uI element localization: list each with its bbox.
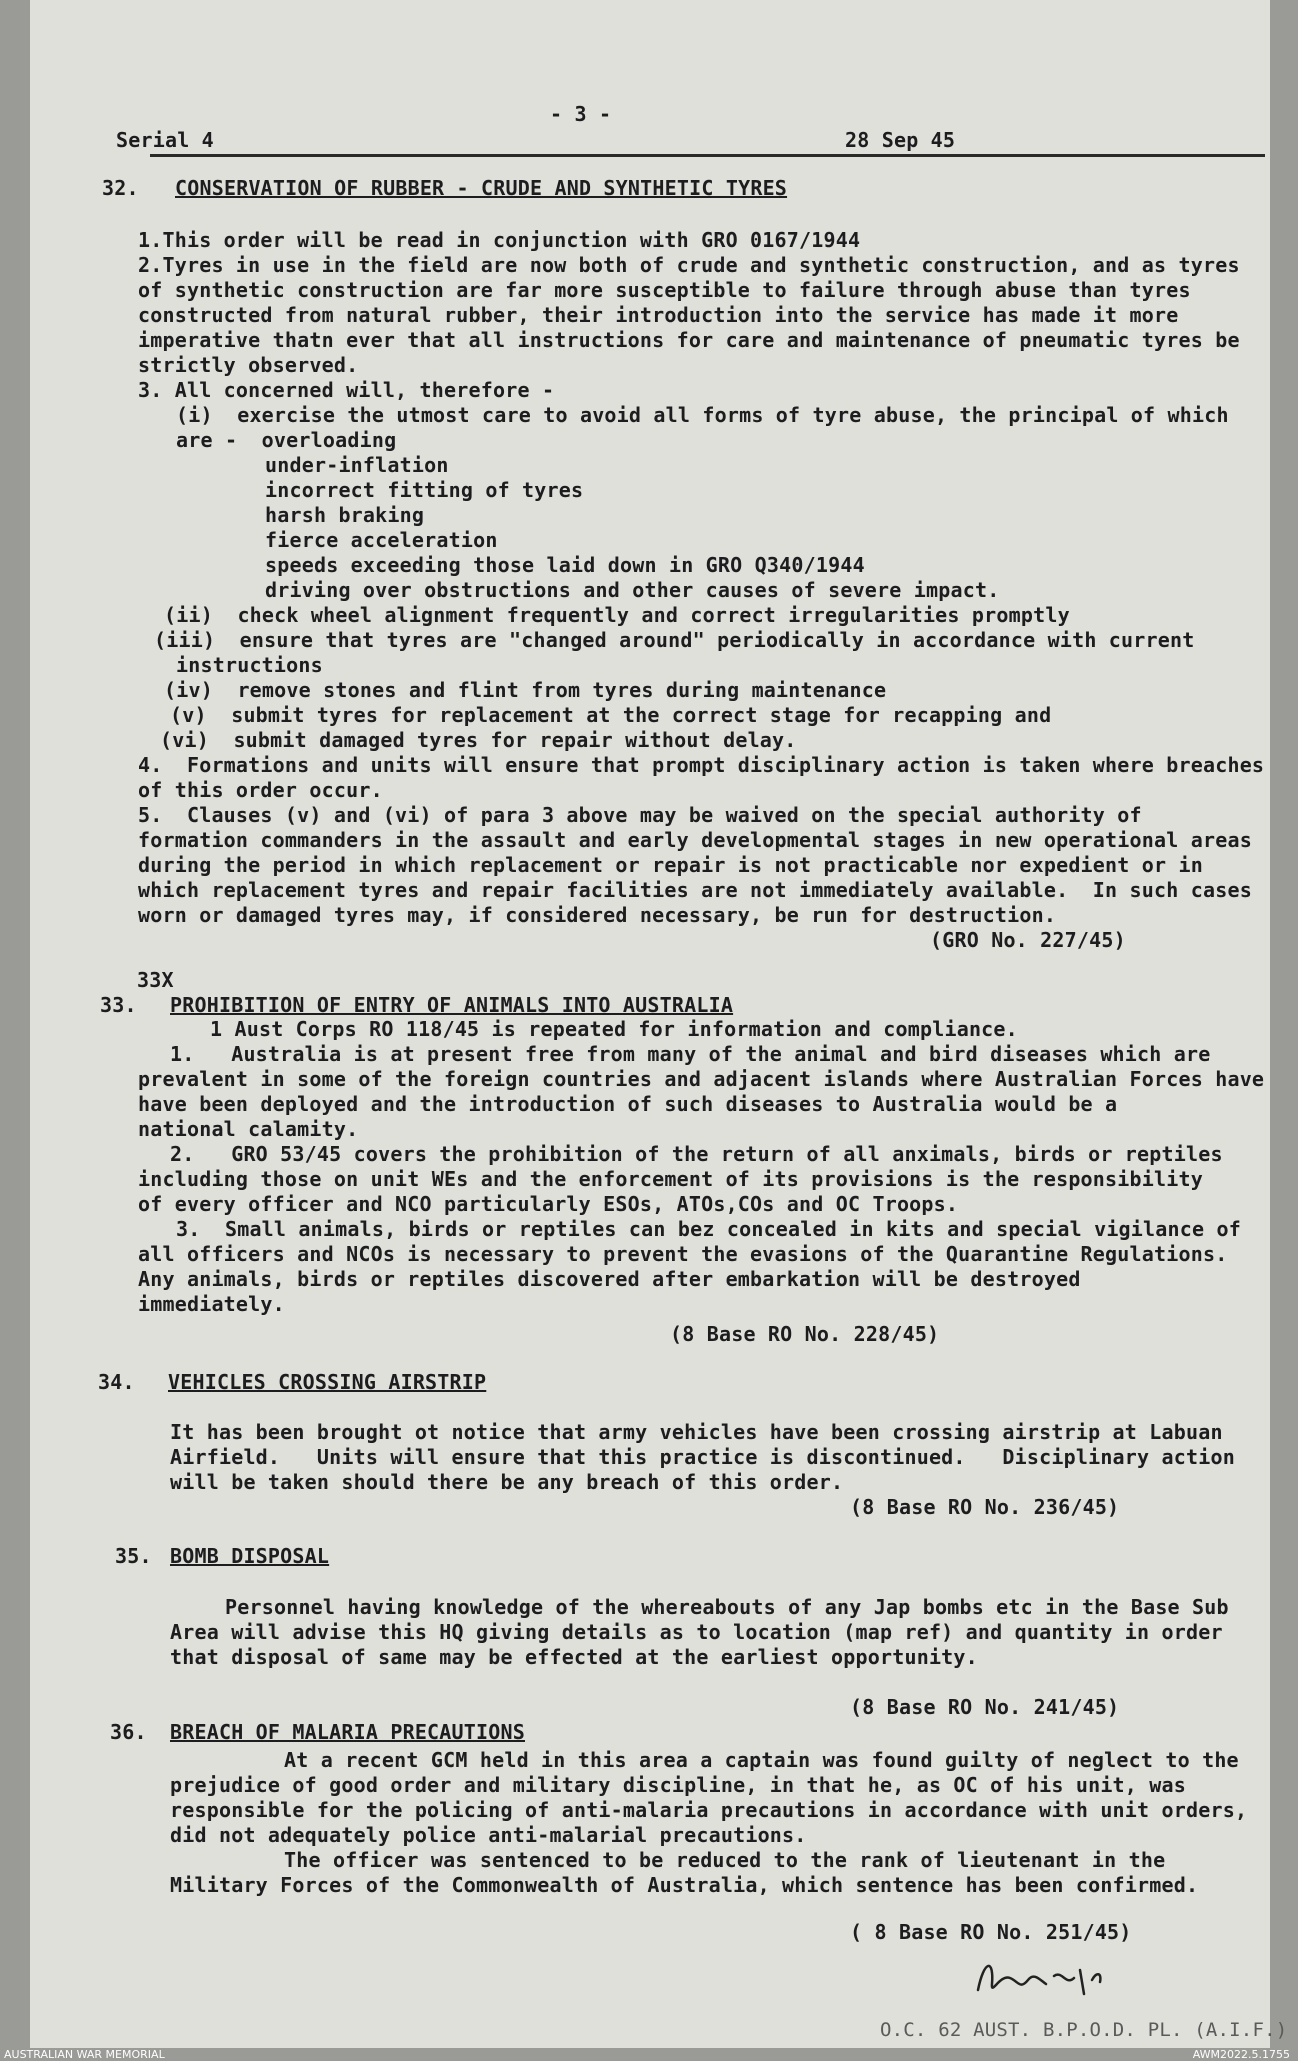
body-line: did not adequately police anti-malarial precautions.	[170, 1823, 807, 1847]
document-date: 28 Sep 45	[845, 128, 956, 152]
body-line: It has been brought ot notice that army vehicles have been crossing airstrip at Labuan	[170, 1420, 1223, 1444]
body-line: Area will advise this HQ giving details as to location (map ref) and quantity in order	[170, 1620, 1223, 1644]
body-line: during the period in which replacement or repair is not practicable nor expedient or in	[138, 853, 1203, 877]
section-title: CONSERVATION OF RUBBER - CRUDE AND SYNTHETIC TYRES	[175, 176, 788, 200]
body-line: which replacement tyres and repair facilities are not immediately available. In such cases	[138, 878, 1252, 902]
section-number: 36.	[110, 1720, 147, 1744]
body-line: of synthetic construction are far more susceptible to failure through abuse than tyres	[138, 278, 1191, 302]
archive-reference: AWM2022.5.1755	[1192, 2048, 1290, 2061]
document-page	[30, 0, 1288, 2048]
handwritten-signature	[970, 1950, 1140, 2010]
body-line: worn or damaged tyres may, if considered necessary, be run for destruction.	[138, 903, 1057, 927]
body-line: 4. Formations and units will ensure that prompt disciplinary action is taken where breaches	[138, 753, 1265, 777]
order-reference: (GRO No. 227/45)	[930, 928, 1126, 952]
body-line: constructed from natural rubber, their introduction into the service has made it more	[138, 303, 1179, 327]
body-line: prevalent in some of the foreign countries and adjacent islands where Australian Forces have	[138, 1067, 1265, 1091]
order-reference: ( 8 Base RO No. 251/45)	[850, 1920, 1132, 1944]
body-line: instructions	[176, 653, 323, 677]
body-line: speeds exceeding those laid down in GRO Q340/1944	[265, 553, 865, 577]
body-line: 1.This order will be read in conjunction with GRO 0167/1944	[138, 228, 861, 252]
body-line: that disposal of same may be effected at the earliest opportunity.	[170, 1645, 978, 1669]
section-number: 35.	[115, 1544, 152, 1568]
body-line: The officer was sentenced to be reduced to the rank of lieutenant in the	[284, 1848, 1166, 1872]
body-line: responsible for the policing of anti-malaria precautions in accordance with unit orders,	[170, 1798, 1248, 1822]
body-line: (iii) ensure that tyres are "changed around" periodically in accordance with current	[154, 628, 1195, 652]
body-line: of every officer and NCO particularly ESOs, ATOs,COs and OC Troops.	[138, 1192, 959, 1216]
section-title: PROHIBITION OF ENTRY OF ANIMALS INTO AUSTRALIA	[170, 993, 734, 1017]
body-line: immediately.	[138, 1292, 285, 1316]
signature-block: O.C. 62 AUST. B.P.O.D. PL. (A.I.F.)	[880, 2019, 1288, 2041]
body-line: will be taken should there be any breach of this order.	[170, 1470, 844, 1494]
body-line: 3. All concerned will, therefore -	[138, 378, 555, 402]
body-line: driving over obstructions and other causes of severe impact.	[265, 578, 1000, 602]
body-line: 2.Tyres in use in the field are now both of crude and synthetic construction, and as tyres	[138, 253, 1240, 277]
body-line: harsh braking	[265, 503, 425, 527]
body-line: prejudice of good order and military discipline, in that he, as OC of his unit, was	[170, 1773, 1187, 1797]
body-line: 1. Australia is at present free from many of the animal and bird diseases which are	[170, 1042, 1211, 1066]
body-line: (vi) submit damaged tyres for repair without delay.	[160, 728, 797, 752]
archive-credit: AUSTRALIAN WAR MEMORIAL	[4, 2048, 165, 2061]
body-line: national calamity.	[138, 1117, 359, 1141]
header-rule	[150, 154, 1265, 157]
section-title: BREACH OF MALARIA PRECAUTIONS	[170, 1720, 525, 1744]
body-line: Any animals, birds or reptiles discovered after embarkation will be destroyed	[138, 1267, 1081, 1291]
section-number: 32.	[102, 176, 139, 200]
body-line: fierce acceleration	[265, 528, 498, 552]
section-number: 33.	[100, 993, 137, 1017]
body-line: strictly observed.	[138, 353, 359, 377]
section-title: BOMB DISPOSAL	[170, 1544, 330, 1568]
body-line: including those on unit WEs and the enforcement of its provisions is the responsibility	[138, 1167, 1203, 1191]
body-line: of this order occur.	[138, 778, 383, 802]
order-reference: (8 Base RO No. 236/45)	[850, 1495, 1120, 1519]
body-line: have been deployed and the introduction of such diseases to Australia would be a	[138, 1092, 1118, 1116]
body-line: are - overloading	[176, 428, 397, 452]
section-title: VEHICLES CROSSING AIRSTRIP	[168, 1370, 487, 1394]
body-line: formation commanders in the assault and early developmental stages in new operational areas	[138, 828, 1252, 852]
strikeout-mark: 33X	[137, 968, 174, 992]
body-line: (ii) check wheel alignment frequently and correct irregularities promptly	[164, 603, 1070, 627]
body-line: 1 Aust Corps RO 118/45 is repeated for information and compliance.	[210, 1017, 1018, 1041]
body-line: Airfield. Units will ensure that this practice is discontinued. Disciplinary action	[170, 1445, 1235, 1469]
body-line: (i) exercise the utmost care to avoid all forms of tyre abuse, the principal of which	[176, 403, 1229, 427]
body-line: Personnel having knowledge of the whereabouts of any Jap bombs etc in the Base Sub	[225, 1595, 1229, 1619]
page-number: - 3 -	[550, 102, 612, 126]
serial-label: Serial 4	[116, 128, 214, 152]
order-reference: (8 Base RO No. 241/45)	[850, 1695, 1120, 1719]
body-line: incorrect fitting of tyres	[265, 478, 584, 502]
body-line: all officers and NCOs is necessary to prevent the evasions of the Quarantine Regulations.	[138, 1242, 1228, 1266]
body-line: 3. Small animals, birds or reptiles can bez concealed in kits and special vigilance of	[176, 1217, 1241, 1241]
body-line: imperative thatn ever that all instructions for care and maintenance of pneumatic tyres be	[138, 328, 1240, 352]
body-line: under-inflation	[265, 453, 449, 477]
body-line: (v) submit tyres for replacement at the correct stage for recapping and	[170, 703, 1052, 727]
body-line: 5. Clauses (v) and (vi) of para 3 above may be waived on the special authority of	[138, 803, 1142, 827]
body-line: 2. GRO 53/45 covers the prohibition of the return of all anximals, birds or reptiles	[170, 1142, 1223, 1166]
body-line: (iv) remove stones and flint from tyres during maintenance	[164, 678, 887, 702]
body-line: Military Forces of the Commonwealth of Australia, which sentence has been confirmed.	[170, 1873, 1199, 1897]
section-number: 34.	[98, 1370, 135, 1394]
body-line: At a recent GCM held in this area a captain was found guilty of neglect to the	[284, 1748, 1239, 1772]
order-reference: (8 Base RO No. 228/45)	[670, 1322, 940, 1346]
